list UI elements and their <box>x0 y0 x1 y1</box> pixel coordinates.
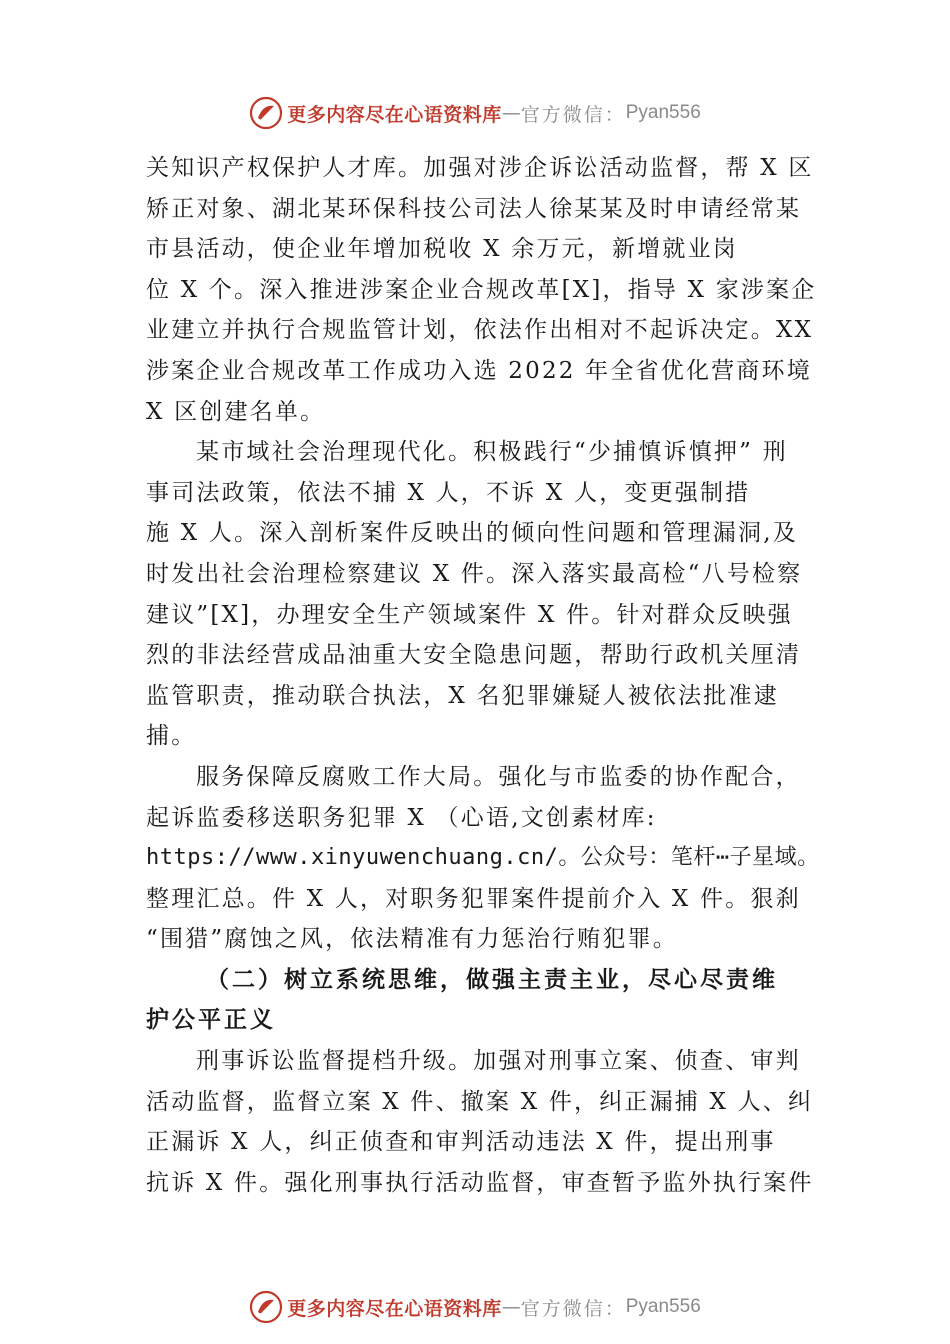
seal-logo-icon <box>249 1290 283 1324</box>
text-line: 建议”[X]，办理安全生产领域案件 X 件。针对群众反映强 <box>146 601 793 628</box>
banner-dash: — <box>501 102 521 124</box>
text-line: 施 X 人。深入剖析案件反映出的倾向性问题和管理漏洞,及 <box>146 520 798 547</box>
text-line: 活动监督，监督立案 X 件、撤案 X 件，纠正漏捕 X 人、纠 <box>146 1088 814 1115</box>
text-line: 正漏诉 X 人，纠正侦查和审判活动违法 X 件，提出刑事 <box>146 1129 776 1156</box>
text-line: 起诉监委移送职务犯罪 X （心语,文创素材库: <box>146 804 657 831</box>
text-line: 矫正对象、湖北某环保科技公司法人徐某某及时申请经常某 <box>146 195 802 222</box>
url-line: https://www.xinyuwenchuang.cn/。公众号：笔杆⋯子星域。 <box>146 845 820 871</box>
header-banner <box>0 96 950 130</box>
banner-dash: — <box>501 1296 521 1318</box>
text-line: 整理汇总。件 X 人，对职务犯罪案件提前介入 X 件。狠刹 <box>146 885 801 912</box>
section-heading-continued: 护公平正义 <box>146 1006 276 1034</box>
banner-site-name: 更多内容尽在心语资料库 <box>287 103 502 126</box>
banner-wechat-id: Pyan556 <box>625 102 701 123</box>
text-line: 位 X 个。深入推进涉案企业合规改革[X]，指导 X 家涉案企 <box>146 276 817 303</box>
seal-logo-icon <box>249 96 283 130</box>
text-line: X 区创建名单。 <box>146 398 326 425</box>
text-line: 监管职责，推动联合执法，X 名犯罪嫌疑人被依法批准逮 <box>146 682 779 709</box>
paragraph-start: 刑事诉讼监督提档升级。加强对刑事立案、侦查、审判 <box>196 1048 801 1075</box>
text-line: 涉案企业合规改革工作成功入选 2022 年全省优化营商环境 <box>146 357 812 384</box>
text-line: 抗诉 X 件。强化刑事执行活动监督，审查暂予监外执行案件 <box>146 1169 814 1196</box>
text-line: 关知识产权保护人才库。加强对涉企诉讼活动监督，帮 X 区 <box>146 155 814 181</box>
paragraph-start: 服务保障反腐败工作大局。强化与市监委的协作配合， <box>196 763 801 790</box>
text-line: 业建立并执行合规监管计划，依法作出相对不起诉决定。XX <box>146 317 814 344</box>
banner-wechat-id: Pyan556 <box>625 1296 701 1317</box>
text-line: “围猎”腐蚀之风，依法精准有力惩治行贿犯罪。 <box>146 926 678 953</box>
text-line: 烈的非法经营成品油重大安全隐患问题，帮助行政机关厘清 <box>146 642 802 669</box>
text-line: 事司法政策，依法不捕 X 人，不诉 X 人，变更强制措 <box>146 479 751 506</box>
footer-banner <box>0 1290 950 1324</box>
document-body <box>146 148 820 1203</box>
paragraph-start: 某市域社会治理现代化。积极践行“少捕慎诉慎押” 刑 <box>196 439 788 466</box>
banner-wechat-label: 官方微信： <box>520 103 626 126</box>
text-line: 时发出社会治理检察建议 X 件。深入落实最高检“八号检察 <box>146 560 803 587</box>
banner-site-name: 更多内容尽在心语资料库 <box>287 1297 502 1320</box>
section-heading: （二）树立系统思维，做强主责主业，尽心尽责维 <box>206 965 778 993</box>
text-line: 市县活动，使企业年增加税收 X 余万元，新增就业岗 <box>146 236 738 263</box>
banner-wechat-label: 官方微信： <box>520 1297 626 1320</box>
text-line: 捕。 <box>146 723 197 750</box>
